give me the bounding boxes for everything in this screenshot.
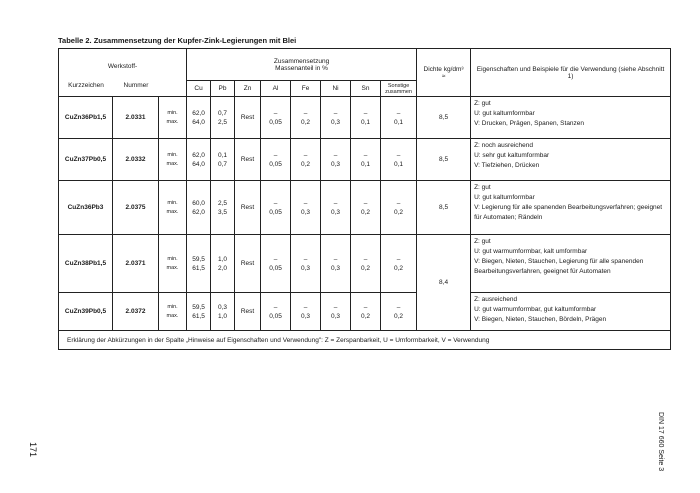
minmax-label: min. <box>167 303 178 310</box>
pb-cell-value: 0,7 <box>218 109 228 117</box>
min-max-cell <box>159 97 187 139</box>
sonstige-cell <box>381 181 417 235</box>
property-line: Z: gut <box>474 100 491 107</box>
pb-cell-value: 3,5 <box>218 208 228 216</box>
fe-cell-value: 0,2 <box>301 160 311 168</box>
sonstige-cell-value: – <box>396 151 401 159</box>
sn-cell-value: 0,1 <box>361 160 371 168</box>
fe-cell-value: – <box>303 109 308 117</box>
fe-cell <box>291 181 321 235</box>
din-page-ref: DIN 17 660 Seite 3 <box>657 412 664 472</box>
al-cell-value: 0,05 <box>269 160 282 168</box>
sonstige-cell-value: – <box>396 109 401 117</box>
sn-cell-value: – <box>363 255 368 263</box>
nummer-cell: 2.0332 <box>113 139 159 181</box>
ni-cell-value: 0,3 <box>331 312 341 320</box>
sonstige-cell <box>381 97 417 139</box>
cu-cell-value: 62,0 <box>192 151 205 159</box>
minmax-label: min. <box>167 151 178 158</box>
cu-cell-value: 61,5 <box>192 312 205 320</box>
property-line: Z: gut <box>474 184 491 191</box>
element-header-fe: Fe <box>291 81 321 97</box>
fe-cell-value: – <box>303 199 308 207</box>
property-line: U: gut kaltumformbar <box>474 110 535 117</box>
sn-cell-value: – <box>363 151 368 159</box>
al-cell-value: 0,05 <box>269 118 282 126</box>
property-line: V: Biegen, Nieten, Stauchen, Legierung für alle spanenden Bearbeitungsverfahren, geeignet für Automaten <box>474 258 644 275</box>
werkstoff-header <box>59 49 187 97</box>
min-max-cell <box>159 293 187 331</box>
cu-cell-value: 64,0 <box>192 160 205 168</box>
cu-cell-value: 64,0 <box>192 118 205 126</box>
al-cell <box>261 293 291 331</box>
al-cell-value: – <box>273 199 278 207</box>
eigenschaften-cell <box>471 97 671 139</box>
werkstoff-label: Werkstoff- <box>107 63 138 70</box>
pb-cell <box>211 97 235 139</box>
fe-cell <box>291 235 321 293</box>
alloy-composition-table <box>58 48 671 350</box>
sn-cell <box>351 293 381 331</box>
minmax-label: max. <box>166 312 179 319</box>
cu-cell-value: 62,0 <box>192 109 205 117</box>
element-header-zn: Zn <box>235 81 261 97</box>
abbreviation-footnote: Erklärung der Abkürzungen in der Spalte „Hinweise auf Eigenschaften und Verwendung": Z = Zerspanbarkeit, U = Umformbarkeit, V = Verwendung <box>59 331 671 350</box>
sn-cell-value: 0,1 <box>361 118 371 126</box>
fe-cell <box>291 97 321 139</box>
kurzzeichen-cell: CuZn36Pb3 <box>59 181 113 235</box>
sonstige-cell <box>381 139 417 181</box>
cu-cell <box>187 181 211 235</box>
al-cell-value: – <box>273 109 278 117</box>
cu-cell <box>187 235 211 293</box>
ni-cell-value: 0,3 <box>331 118 341 126</box>
eigenschaften-cell <box>471 235 671 293</box>
table-row <box>59 293 671 331</box>
ni-cell-value: 0,3 <box>331 264 341 272</box>
sonstige-cell-value: – <box>396 199 401 207</box>
al-cell-value: 0,05 <box>269 312 282 320</box>
property-line: Z: ausreichend <box>474 296 518 303</box>
al-cell <box>261 235 291 293</box>
ni-cell-value: – <box>333 109 338 117</box>
pb-cell-value: 1,0 <box>218 255 228 263</box>
kurzzeichen-cell: CuZn38Pb1,5 <box>59 235 113 293</box>
pb-cell-value: 0,7 <box>218 160 228 168</box>
al-cell-value: – <box>273 151 278 159</box>
ni-cell <box>321 139 351 181</box>
pb-cell-value: 0,1 <box>218 151 228 159</box>
ni-cell-value: 0,3 <box>331 160 341 168</box>
zn-cell: Rest <box>235 97 261 139</box>
min-max-cell <box>159 139 187 181</box>
al-cell <box>261 139 291 181</box>
min-max-cell <box>159 235 187 293</box>
sonstige-cell-value: 0,2 <box>394 264 404 272</box>
al-cell <box>261 181 291 235</box>
minmax-label: max. <box>166 208 179 215</box>
cu-cell <box>187 293 211 331</box>
fe-cell-value: 0,2 <box>301 118 311 126</box>
page-number: 171 <box>28 442 38 458</box>
property-line: V: Biegen, Nieten, Stauchen, Bördeln, Prägen <box>474 316 607 323</box>
ni-cell <box>321 97 351 139</box>
kurzzeichen-cell: CuZn36Pb1,5 <box>59 97 113 139</box>
minmax-label: max. <box>166 264 179 271</box>
eigenschaften-cell <box>471 181 671 235</box>
ni-cell-value: 0,3 <box>331 208 341 216</box>
element-header-sonstige: Sonstige zusammen <box>381 81 417 97</box>
kurzzeichen-cell: CuZn39Pb0,5 <box>59 293 113 331</box>
table-row <box>59 181 671 235</box>
pb-cell <box>211 293 235 331</box>
zn-cell: Rest <box>235 235 261 293</box>
nummer-cell: 2.0375 <box>113 181 159 235</box>
fe-cell-value: – <box>303 151 308 159</box>
minmax-label: min. <box>167 199 178 206</box>
property-line: Z: gut <box>474 238 491 245</box>
table-row <box>59 97 671 139</box>
dichte-cell: 8,5 <box>417 181 471 235</box>
property-line: V: Tiefziehen, Drücken <box>474 162 540 169</box>
pb-cell <box>211 181 235 235</box>
zn-cell: Rest <box>235 181 261 235</box>
sn-cell-value: – <box>363 303 368 311</box>
sonstige-cell-value: – <box>396 303 401 311</box>
cu-cell-value: 59,5 <box>192 255 205 263</box>
zn-cell: Rest <box>235 139 261 181</box>
element-header-ni: Ni <box>321 81 351 97</box>
cu-cell <box>187 139 211 181</box>
pb-cell-value: 2,0 <box>218 264 228 272</box>
eigenschaften-cell <box>471 293 671 331</box>
sn-cell-value: 0,2 <box>361 208 371 216</box>
zn-cell: Rest <box>235 293 261 331</box>
minmax-label: max. <box>166 160 179 167</box>
element-header-pb: Pb <box>211 81 235 97</box>
sn-cell-value: – <box>363 199 368 207</box>
kurzzeichen-header: Kurzzeichen <box>68 82 104 89</box>
sonstige-cell-value: 0,2 <box>394 312 404 320</box>
minmax-label: min. <box>167 255 178 262</box>
dichte-cell: 8,5 <box>417 97 471 139</box>
massenanteil-label: Massenanteil in % <box>275 64 328 72</box>
fe-cell-value: 0,3 <box>301 264 311 272</box>
ni-cell <box>321 181 351 235</box>
sn-cell <box>351 235 381 293</box>
property-line: U: gut kaltumformbar <box>474 194 535 201</box>
sn-cell-value: 0,2 <box>361 264 371 272</box>
property-line: V: Legierung für alle spanenden Bearbeitungsverfahren; geeignet für Automaten; Rändeln <box>474 204 663 221</box>
zusammensetzung-label: Zusammensetzung <box>273 57 330 65</box>
fe-cell-value: – <box>303 303 308 311</box>
sn-cell <box>351 181 381 235</box>
element-header-al: Al <box>261 81 291 97</box>
pb-cell-value: 2,5 <box>218 199 228 207</box>
property-line: U: gut warmumformbar, gut kaltumformbar <box>474 306 597 313</box>
property-line: U: gut warmumformbar, kalt umformbar <box>474 248 588 255</box>
dichte-cell-shared: 8,4 <box>417 235 471 331</box>
min-max-cell <box>159 181 187 235</box>
sn-cell-value: – <box>363 109 368 117</box>
sonstige-cell-value: 0,1 <box>394 118 404 126</box>
nummer-header: Nummer <box>123 82 149 89</box>
kurzzeichen-cell: CuZn37Pb0,5 <box>59 139 113 181</box>
fe-cell-value: 0,3 <box>301 208 311 216</box>
pb-cell <box>211 139 235 181</box>
property-line: V: Drucken, Prägen, Spanen, Stanzen <box>474 120 585 127</box>
table-row <box>59 235 671 293</box>
nummer-cell: 2.0372 <box>113 293 159 331</box>
pb-cell-value: 1,0 <box>218 312 228 320</box>
al-cell-value: – <box>273 303 278 311</box>
dichte-approx: ≈ <box>441 72 446 80</box>
pb-cell-value: 2,5 <box>218 118 228 126</box>
cu-cell-value: 62,0 <box>192 208 205 216</box>
sn-cell <box>351 97 381 139</box>
cu-cell-value: 59,5 <box>192 303 205 311</box>
minmax-label: max. <box>166 118 179 125</box>
cu-cell-value: 61,5 <box>192 264 205 272</box>
property-line: Z: noch ausreichend <box>474 142 533 149</box>
sonstige-cell-value: 0,2 <box>394 208 404 216</box>
dichte-cell: 8,5 <box>417 139 471 181</box>
cu-cell-value: 60,0 <box>192 199 205 207</box>
sn-cell-value: 0,2 <box>361 312 371 320</box>
sonstige-cell-value: – <box>396 255 401 263</box>
fe-cell-value: – <box>303 255 308 263</box>
al-cell-value: 0,05 <box>269 208 282 216</box>
al-cell-value: 0,05 <box>269 264 282 272</box>
minmax-label: min. <box>167 109 178 116</box>
fe-cell <box>291 293 321 331</box>
sn-cell <box>351 139 381 181</box>
pb-cell-value: 0,3 <box>218 303 228 311</box>
fe-cell-value: 0,3 <box>301 312 311 320</box>
ni-cell <box>321 293 351 331</box>
sonstige-cell <box>381 293 417 331</box>
dichte-header <box>417 49 471 97</box>
eigenschaften-header: Eigenschaften und Beispiele für die Verwendung (siehe Abschnitt 1) <box>471 49 671 97</box>
pb-cell <box>211 235 235 293</box>
zusammensetzung-header <box>187 49 417 81</box>
fe-cell <box>291 139 321 181</box>
eigenschaften-cell <box>471 139 671 181</box>
ni-cell <box>321 235 351 293</box>
ni-cell-value: – <box>333 199 338 207</box>
al-cell <box>261 97 291 139</box>
cu-cell <box>187 97 211 139</box>
element-header-sn: Sn <box>351 81 381 97</box>
al-cell-value: – <box>273 255 278 263</box>
nummer-cell: 2.0331 <box>113 97 159 139</box>
nummer-cell: 2.0371 <box>113 235 159 293</box>
element-header-cu: Cu <box>187 81 211 97</box>
sonstige-cell <box>381 235 417 293</box>
ni-cell-value: – <box>333 255 338 263</box>
table-title: Tabelle 2. Zusammensetzung der Kupfer-Zink-Legierungen mit Blei <box>58 36 297 45</box>
ni-cell-value: – <box>333 151 338 159</box>
table-row <box>59 139 671 181</box>
property-line: U: sehr gut kaltumformbar <box>474 152 550 159</box>
dichte-label: Dichte kg/dm³ <box>423 65 464 73</box>
ni-cell-value: – <box>333 303 338 311</box>
sonstige-cell-value: 0,1 <box>394 160 404 168</box>
